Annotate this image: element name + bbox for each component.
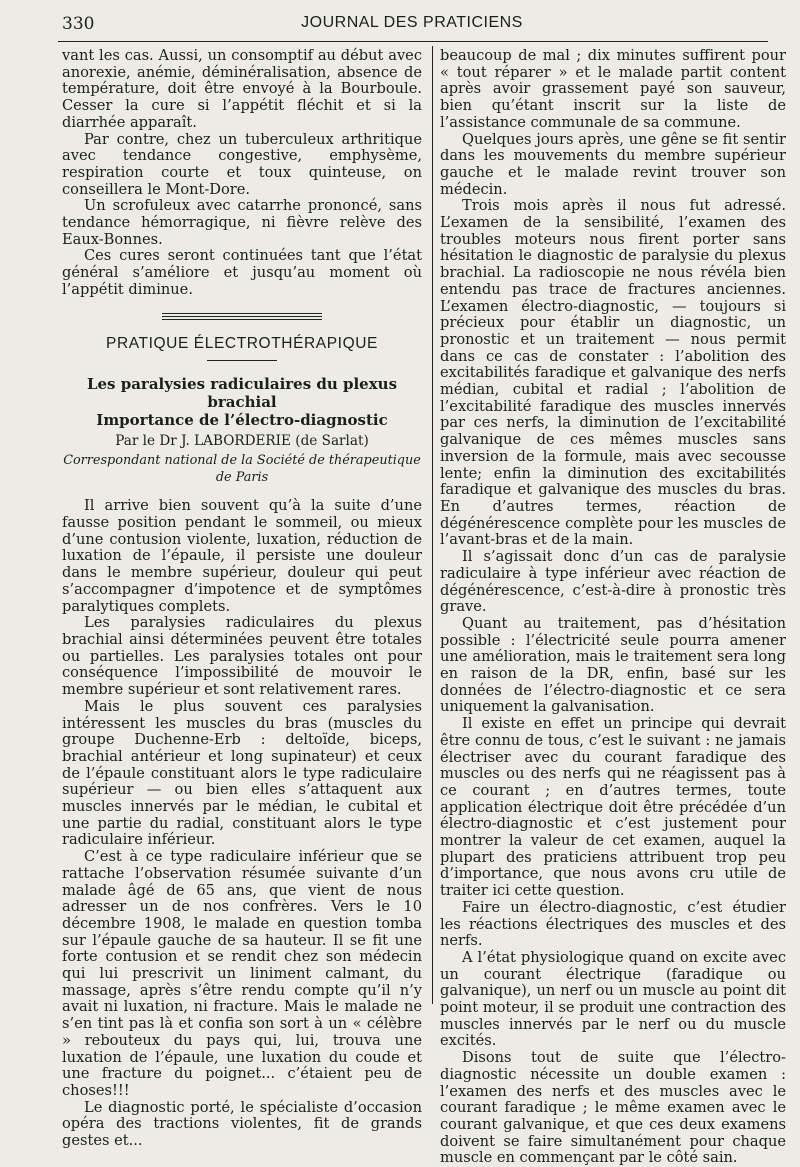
column-divider <box>432 46 433 1004</box>
body-paragraph: C’est à ce type radiculaire inférieur que se rattache l’observation résumée suivante d’un malade âgé de 65 ans, que vient de nous adresser un de nos confrères. Vers le 10 décembre 1908, le malade en question tomba sur l’épaule gauche de sa hauteur. Il se fit une forte contusion et se rendit chez son médecin qui lui prescrivit un liniment calmant, du massage, après s’être rendu compte qu’il n’y avait ni luxation, ni fracture. Mais le malade ne s’en tint pas là et confia son sort à un « célèbre » rebouteux du pays qui, lui, trouva une luxation de l’épaule, une luxation du coude et une fracture du poignet... c’étaient peu de choses!!! <box>62 848 422 1099</box>
body-paragraph: Il arrive bien souvent qu’à la suite d’une fausse position pendant le sommeil, ou mieux d’une contusion violente, luxation, réduction de luxation de l’épaule, il persiste une douleur dans le membre supérieur, douleur qui peut s’accompagner d’impotence et de symptômes paralytiques complets. <box>62 497 422 615</box>
author-affiliation: Correspondant national de la Société de thérapeutique de Paris <box>63 452 421 485</box>
right-column <box>440 48 786 1167</box>
journal-title: JOURNAL DES PRATICIENS <box>301 14 523 31</box>
left-column <box>62 48 422 1150</box>
body-paragraph: Trois mois après il nous fut adressé. L’examen de la sensibilité, l’examen des troubles moteurs nous firent porter sans hésitation le diagnostic de paralysie du plexus brachial. La radioscopie ne nous révéla bien entendu pas trace de fractures anciennes. L’examen électro-diagnostic, — toujours si précieux pour établir un diagnostic, un pronostic et un traitement — nous permit dans ce cas de constater : l’abolition des excitabilités faradique et galvanique des nerfs médian, cubital et radial ; l’abolition de l’excitabilité faradique des muscles innervés par ces nerfs, la diminution de l’excitabilité galvanique de ces mêmes muscles sans inversion de la formule, mais avec secousse lente; enfin la diminution des excitabilités faradique et galvanique des muscles du bras. En d’autres termes, réaction de dégénérescence complète pour les muscles de l’avant-bras et de la main. <box>440 197 786 549</box>
article-byline: Par le Dr J. LABORDERIE (de Sarlat) <box>115 433 369 450</box>
article-title: Les paralysies radiculaires du plexus brachial <box>86 375 398 412</box>
header-rule <box>58 41 768 42</box>
page-number: 330 <box>62 14 95 34</box>
title-rule <box>207 360 277 361</box>
intro-paragraph: vant les cas. Aussi, un consomptif au début avec anorexie, anémie, déminéralisation, absence de température, doit être envoyé à la Bourboule. Cesser la cure si l’appétit fléchit et si la diarrhée apparaît. <box>62 47 422 131</box>
body-paragraph: Il s’agissait donc d’un cas de paralysie radiculaire à type inférieur avec réaction de dégénérescence, c’est-à-dire à pronostic très grave. <box>440 548 786 616</box>
body-paragraph: Les paralysies radiculaires du plexus brachial ainsi déterminées peuvent être totales ou partielles. Les paralysies totales ont pour conséquence l’impossibilité de mouvoir le membre supérieur et sont relativement rares. <box>62 614 422 699</box>
body-paragraph: Quelques jours après, une gêne se fit sentir dans les mouvements du membre supérieur gauche et le malade revint trouver son médecin. <box>440 130 786 198</box>
article-subtitle: Importance de l’électro-diagnostic <box>96 411 388 430</box>
body-paragraph: Mais le plus souvent ces paralysies intéressent les muscles du bras (muscles du groupe Duchenne-Erb : deltoïde, biceps, brachial antérieur et long supinateur) et ceux de l’épaule constituant alors le type radiculaire supérieur — ou bien elles s’attaquent aux muscles innervés par le médian, le cubital et une partie du radial, constituant alors le type radiculaire inférieur. <box>62 697 422 849</box>
body-paragraph: Le diagnostic porté, le spécialiste d’occasion opéra des tractions violentes, fit de grands gestes et... <box>62 1098 422 1150</box>
section-title: PRATIQUE ÉLECTROTHÉRAPIQUE <box>106 334 378 352</box>
body-paragraph: Quant au traitement, pas d’hésitation possible : l’électricité seule pourra amener une amélioration, mais le traitement sera long en raison de la DR, enfin, basé sur les données de l’électro-diagnostic et ce sera uniquement la galvanisation. <box>440 614 786 716</box>
intro-paragraph: Ces cures seront continuées tant que l’état général s’améliore et jusqu’au moment où l’appétit diminue. <box>62 247 422 298</box>
body-paragraph: Disons tout de suite que l’électro-diagnostic nécessite un double examen : l’examen des nerfs et des muscles avec le courant faradique ; le même examen avec le courant galvanique, et que ces deux examens doivent se faire simultanément pour chaque muscle en commençant par le côté sain. <box>440 1049 786 1167</box>
body-paragraph: beaucoup de mal ; dix minutes suffirent pour « tout réparer » et le malade partit content après avoir grassement payé son sauveur, bien qu’étant inscrit sur la liste de l’assistance communale de sa commune. <box>440 47 786 131</box>
body-paragraph: Il existe en effet un principe qui devrait être connu de tous, c’est le suivant : ne jamais électriser avec du courant faradique des muscles ou des nerfs qui ne réagissent pas à ce courant ; en d’autres termes, toute application électrique doit être précédée d’un électro-diagnostic et c’est justement pour montrer la valeur de cet examen, auquel la plupart des praticiens attribuent trop peu d’importance, que nous avons cru utile de traiter ici cette question. <box>440 715 786 900</box>
page-header <box>62 14 762 38</box>
body-paragraph: Faire un électro-diagnostic, c’est étudier les réactions électriques des muscles et des nerfs. <box>440 898 786 950</box>
intro-paragraph: Un scrofuleux avec catarrhe prononcé, sans tendance hémorragique, ni fièvre relève des Eaux-Bonnes. <box>62 197 422 248</box>
body-paragraph: A l’état physiologique quand on excite avec un courant électrique (faradique ou galvanique), un nerf ou un muscle au point dit point moteur, il se produit une contraction des muscles innervés par le nerf ou du muscle excités. <box>440 948 786 1050</box>
section-separator <box>162 313 322 320</box>
intro-paragraph: Par contre, chez un tuberculeux arthritique avec tendance congestive, emphysème, respiration courte et toux quinteuse, on conseillera le Mont-Dore. <box>62 130 422 198</box>
